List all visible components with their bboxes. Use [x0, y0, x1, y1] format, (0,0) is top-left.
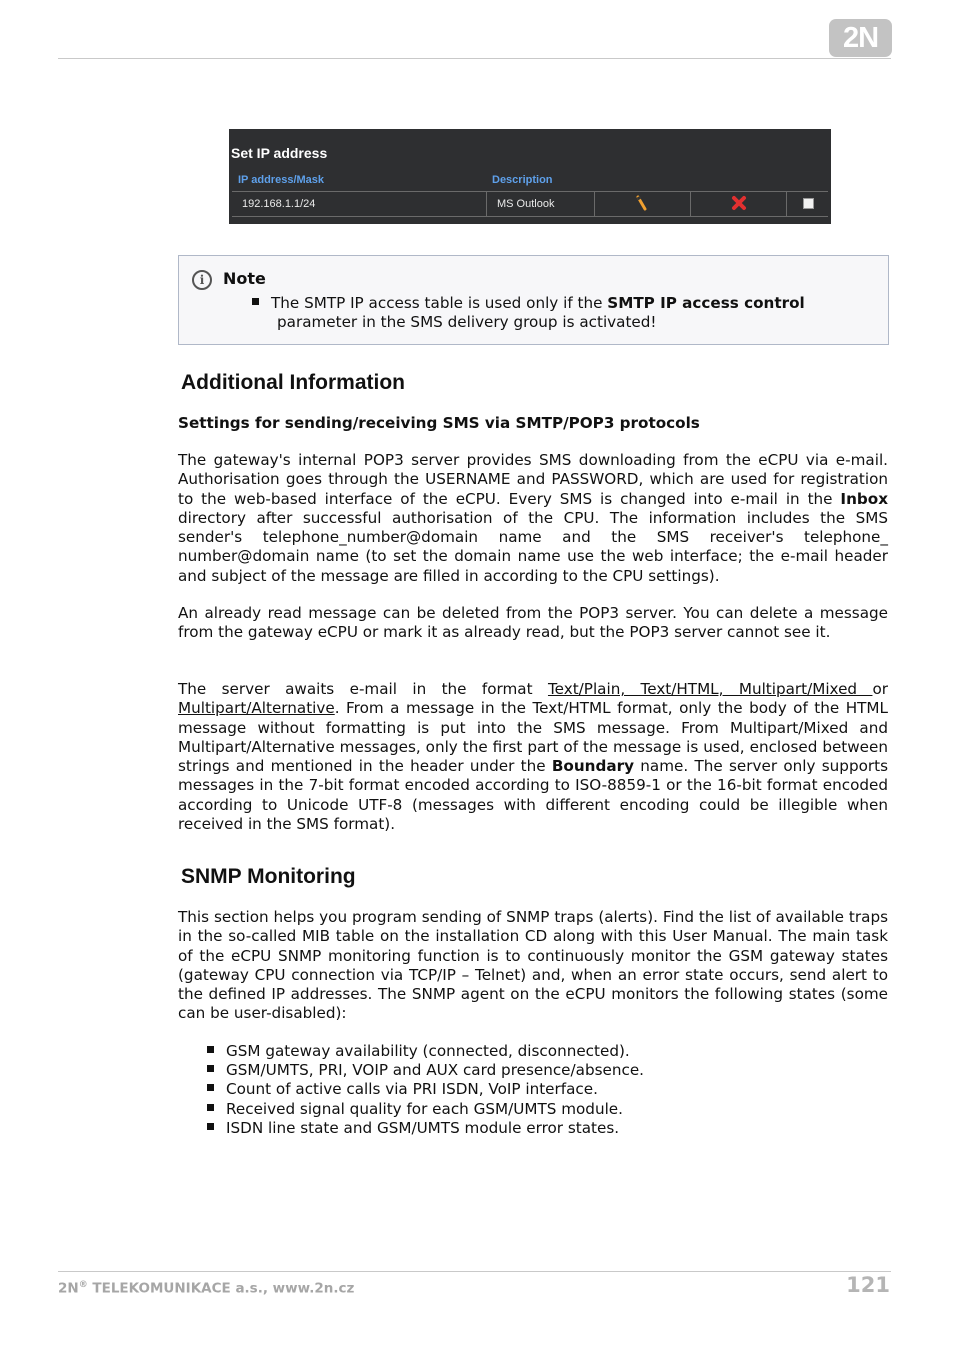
paragraph-formats	[178, 680, 888, 834]
panel-title: Set IP address	[231, 145, 328, 161]
subheading-sms-smtp: Settings for sending/receiving SMS via SMTP/POP3 protocols	[178, 414, 700, 432]
paragraph-pop3	[178, 451, 888, 586]
pencil-edit-icon[interactable]	[635, 195, 649, 211]
list-item: Count of active calls via PRI ISDN, VoIP interface.	[226, 1080, 644, 1099]
brand-logo: 2N	[829, 19, 892, 57]
column-separator	[690, 192, 691, 216]
cell-description: MS Outlook	[497, 198, 555, 210]
text-run: or	[872, 680, 889, 698]
list-item: ISDN line state and GSM/UMTS module error states.	[226, 1119, 644, 1138]
red-x-delete-icon[interactable]	[731, 195, 747, 211]
bullet-icon	[252, 298, 259, 305]
note-text-part: parameter in the SMS delivery group is activated!	[277, 313, 657, 331]
list-item: Received signal quality for each GSM/UMTS module.	[226, 1100, 644, 1119]
cell-ip-address: 192.168.1.1/24	[242, 198, 316, 210]
column-header-description: Description	[492, 174, 553, 186]
note-text-part: The SMTP IP access table is used only if the	[271, 294, 608, 312]
snmp-states-list	[226, 1042, 644, 1138]
list-item: GSM/UMTS, PRI, VOIP and AUX card presence/absence.	[226, 1061, 644, 1080]
text-run: name. The server only supports messages in the 7-bit format encoded according to ISO-8859-1 or the 16-bit format encoded according to Unicode UTF-8 (messages with different encoding could be illegible when received in the SMS format).	[178, 757, 888, 834]
note-text	[271, 294, 877, 332]
column-header-ip: IP address/Mask	[238, 174, 325, 186]
footer-brand: 2N	[58, 1280, 79, 1297]
footer-rule	[58, 1271, 891, 1272]
page-number: 121	[846, 1273, 890, 1297]
header-rule	[58, 58, 891, 59]
column-separator	[786, 192, 787, 216]
paragraph-snmp: This section helps you program sending of SNMP traps (alerts). Find the list of available traps in the so-called MIB table on the installation CD along with this User Manual. The main task of the eCPU SNMP monitoring function is to continuously monitor the GSM gateway states (gateway CPU connection via TCP/IP – Telnet) and, when an error state occurs, send alert to the defined IP addresses. The SNMP agent on the eCPU monitors the following states (some can be user-disabled):	[178, 908, 888, 1023]
text-run: The gateway's internal POP3 server provides SMS downloading from the eCPU via e-mail. Authorisation goes through the USERNAME and PASSWORD, which are used for registration to the web-based interface of the eCPU. Every SMS is changed into e-mail in the	[178, 451, 888, 508]
text-bold: Inbox	[840, 489, 888, 508]
note-box	[178, 255, 889, 345]
format-link-text[interactable]: Text/Plain, Text/HTML, Multipart/Mixed	[547, 680, 873, 698]
checkbox-icon[interactable]	[803, 198, 814, 209]
row-divider	[232, 216, 828, 217]
text-run: . From a message in the Text/HTML format, only the body of the HTML message without formatting is put into the SMS message. From Multipart/Mixed and Multipart/Alternative messages, only the first part of the message is used, enclosed between strings and mentioned in the header under the	[178, 699, 888, 776]
heading-snmp-monitoring: SNMP Monitoring	[181, 865, 356, 888]
column-separator	[486, 192, 487, 216]
footer-reg: ®	[78, 1280, 88, 1290]
header-divider	[232, 191, 828, 192]
list-item: GSM gateway availability (connected, disconnected).	[226, 1042, 644, 1061]
column-separator	[594, 192, 595, 216]
set-ip-address-panel	[229, 129, 831, 224]
info-icon: i	[192, 270, 212, 290]
note-text-bold: SMTP IP access control	[607, 294, 805, 312]
note-title: Note	[223, 269, 266, 288]
text-run: The server awaits e-mail in the format	[178, 680, 548, 698]
footer-company-text: TELEKOMUNIKACE a.s., www.2n.cz	[87, 1280, 355, 1297]
format-link-multipart[interactable]: Multipart/Alternative	[178, 699, 335, 718]
paragraph-delete-message: An already read message can be deleted from the POP3 server. You can delete a message from the gateway eCPU or mark it as already read, but the POP3 server cannot see it.	[178, 604, 888, 642]
heading-additional-information: Additional Information	[181, 371, 405, 394]
text-bold: Boundary	[551, 757, 635, 776]
text-run: directory after successful authorisation of the CPU. The information includes the SMS sender's telephone_number@domain name and the SMS receiver's telephone_ number@domain name (to set the domain name use the web interface; the e-mail header and subject of the message are filled in according to the CPU settings).	[178, 508, 888, 585]
footer-company	[58, 1280, 354, 1297]
